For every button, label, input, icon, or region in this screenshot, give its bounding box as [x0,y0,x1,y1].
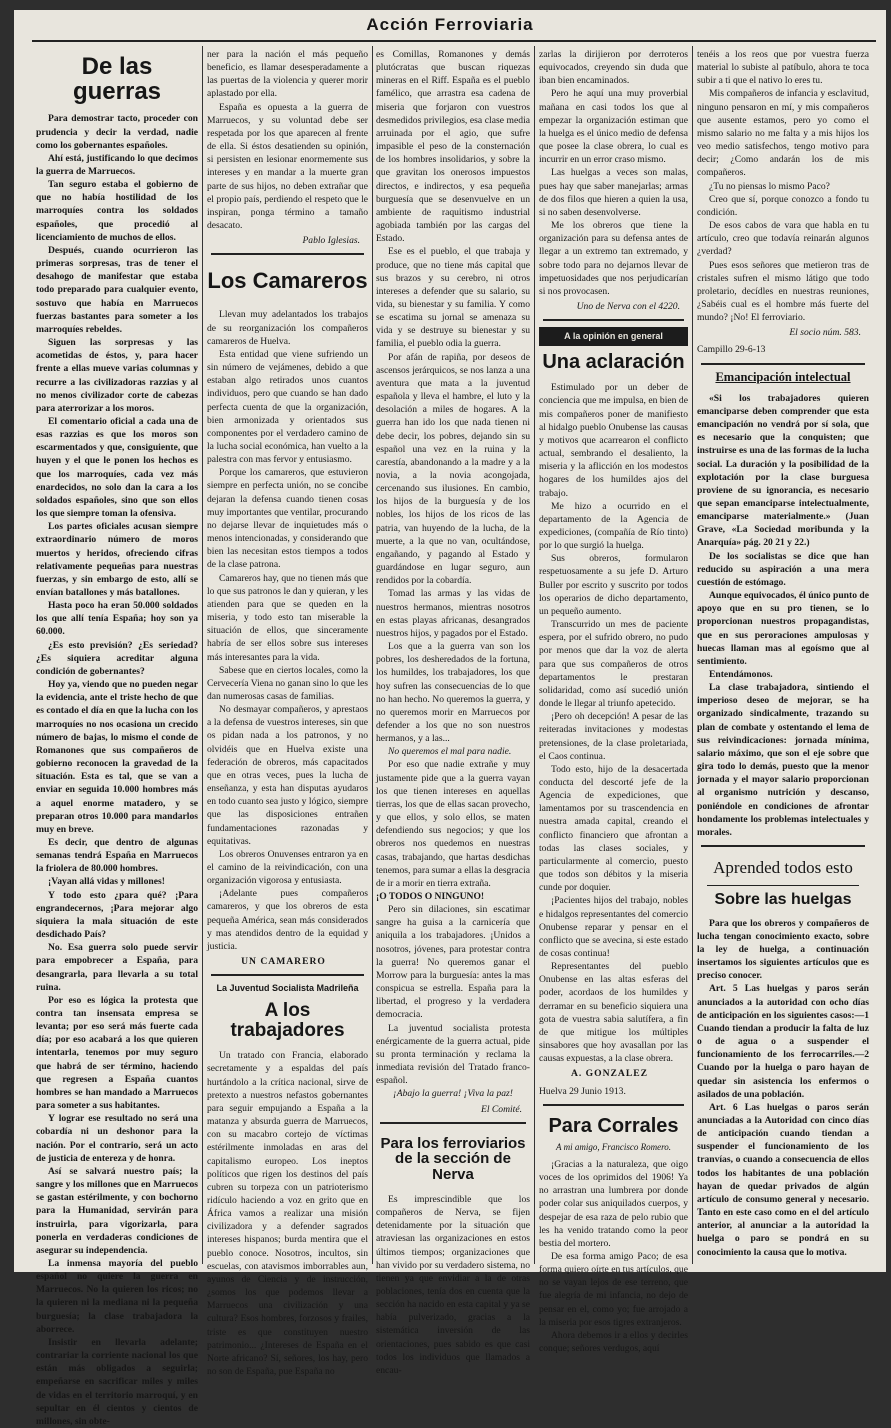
headline-a-los-trabajadores: A los trabajadores [230,1000,345,1042]
section-rule [707,885,859,886]
column-2 [207,48,368,1378]
paragraph: Por eso que nadie extrañe y muy justamente pide que a la guerra vayan los que tienen intereses en aquellas tierras, los que de ellas sacan provecho, y que ellos, y solo ellos, se maten defendiendo sus negocios; y que los obreros nos quedemos en nuestras casas, trabajando, que hartas desdichas tenemos, para sumar a ellas la desgracia de ir a morir en tierra extraña. [376,759,530,889]
paragraph: ¡Gracias a la naturaleza, que oigo voces de los oprimidos del 1906! Ya no arrastran una lumbrera por donde poder colar sus aniquilados cuerpos, y despejar de esa raza de pelo rubio que les ha venido tratando como la peor bestia del mortero. [539,1158,688,1249]
paragraph: La juventud socialista protesta enérgicamente de la guerra actual, pide su pronta terminación y reclama la inmediata revisión del Tratado franco-español. [376,1022,530,1087]
paragraph: De los socialistas se dice que han reducido su aspiración a una mera cuestión de estómago. [697,550,869,588]
paragraph: Es imprescindible que los compañeros de Nerva, se fijen detenidamente por la situación que atraviesan las organizaciones en estos últimos tiempos; organizaciones que han vivido por su verdadero sistema, no tienen ya que envidiar a la de otras poblaciones, tenía dos en cuenta que la sección ha nacido en esta capital y ya se había pulverizado, gracias a la sistemática inversión de las orientaciones, pues sabido es que casi todos los individuos que llamados a encau- [376,1193,530,1376]
paragraph: ner para la nación el más pequeño beneficio, es llamar desesperadamente a las puertas de la violencia y querer morir aplastado por ella. [207,49,368,100]
paragraph: Los obreros Onuvenses entraron ya en el camino de la reivindicación, con una organización vigorosa y entusiasta. [207,848,368,887]
paragraph: Ese es el pueblo, el que trabaja y produce, que no tiene más capital que sus brazos y su cerebro, ni otros intereses a defender que su salario, su vida, su bienestar y su familia. Y como se escatima su jornal se amenaza su vida y se destruye su bienestar y su familia, el pueblo odia la guerra. [376,246,530,350]
paragraph: Siguen las sorpresas y las acometidas de éstos, y, para hacer frente a ellas mueve varias columnas y recurre a las civilizadoras razzias y al no menos civilizador corte de cabezas para aterrorizar a los moros. [36,337,198,414]
paragraph: Camareros hay, que no tienen más que lo que sus patronos le dan y quieran, y les atienden para que se queden en la miseria, y todo esto tan miserable la situación de ellos, que sinceramente habría de ser ellos sobre sus intereses más interesantes para la vida. [207,572,368,663]
paragraph: Por afán de rapiña, por deseos de ascensos jerárquicos, se nos lanza a una aventura que mata a la juventud española y lleva el hambre, el luto y la desolación a miles de hogares. A la guerra han ido los que nada tienen ni debe decir, los pobres, dejando sin su español una vez en la ruina y la carestía, abandonando a la madre y a la novia, a la novia acongojada, cercenando sus ilusiones. En cambio, los hijos de la burguesía y de los nobles, los hijos de los ricos de las patria, van huyendo de la lucha, de la muerte, a la que no van, ocultándose, engañando, y pagando al Estado y guardándose en lugar seguro, aun rendidos por la cobardía. [376,351,530,587]
section-rule [701,363,865,365]
paragraph: Y todo esto ¿para qué? ¡Para engrandecernos, ¡Para mejorar algo siquiera la mala situación de este desdichado País? [36,889,198,941]
paragraph: No desmayar compañeros, y aprestaos a la defensa de vuestros intereses, sin que os pidan nada a los patronos, y no olvidéis que en Huelva existe una federación de obreros, más capacitados que en otras veces, pues la lucha de enseñanza, y esta han disputas ayudaros en todo cuanto sea justo y lógico, siempre que las disposiciones entrañen fundamentaciones razonadas y equitativas. [207,704,368,847]
column-divider [372,46,373,1264]
slogan: ¡Abajo la guerra! ¡Viva la paz! [392,1088,513,1100]
dateline: Huelva 29 Junio 1913. [539,1085,626,1097]
paragraph: Tomad las armas y las vidas de nuestros hermanos, mientras nosotros en estas playas africanas, desangrados nuestros hijos, y pagados por el Estado. [376,588,530,639]
column-5 [697,48,869,1266]
paragraph: Pues esos señores que metieron tras de cristales sufren el mismo látigo que todo proletario, decídles en nuestras reuniones, ¿Sabéis cual es el hombre más fuerte del mundo? ¡No! El ferroviario. [697,259,869,324]
paragraph: Todo esto, hijo de la desacertada conducta del descorté jefe de la Agencia de expediciones, que lamentamos por su trascendencia en nuestra amada capital, creando el conflicto financiero que afrontan a todas las clases sociales, y particularmente al comercio, puesto que todos son débitos y la miseria cunde por doquier. [539,763,688,894]
masthead-rule [32,40,876,42]
headline-para-corrales: Para Corrales [548,1114,679,1137]
paragraph: Aunque equivocados, él único punto de apoyo que en su pro tienen, se lo proporcionan nuestros propagandistas, que en sus peroraciones ampulosas y huecas llaman mas al egoísmo que al sentimiento. [697,590,869,667]
dedication: A mi amigo, Francisco Romero. [556,1141,671,1152]
headline-los-camareros: Los Camareros [207,268,368,294]
paragraph: Por eso es lógica la protesta que contra tan insensata empresa se levanta; por eso será más fuerte cada día; por eso acabará a los que quieren intentarla, tenemos por muy seguro que habrá de ser término, haciendo que regresen a España cuantos hombres se han mandado a Marruecos para someter a sus habitantes. [36,994,198,1112]
paragraph: Me los obreros que tiene la organización para su defensa antes de llegar a un extremo tan extremado, y sobre todo para no dejarnos llevar de impetuosidades que nos perjudicarían si nos provocasen. [539,220,688,297]
paragraph: Entendámonos. [709,669,773,680]
paragraph: Art. 6 Las huelgas o paros serán anunciadas a la Autoridad con cinco días de anticipación cuando tiendan a suspender el funcionamiento de los tranvías, o cuando a consecuencia de ellos todos los habitantes de una población hayan de quedar privados de algún artículo de consumo general y necesario. Tanto en este caso como en el del artículo anterior, al anunciar a la autoridad la huelga o paro se pondrá en su conocimiento la causa que lo motiva. [697,1101,869,1258]
signature: UN CAMARERO [241,956,326,968]
paragraph: Me hizo a ocurrido en el departamento de la Agencia de expediciones, (compañía de Río tinto) por lo que surgió la huelga. [539,500,688,552]
paragraph: Sabese que en ciertos locales, como la Cervecería Viena no ganan sino lo que les dan numerosas casas de familias. [207,664,368,702]
section-rule [211,253,364,255]
paragraph: El comentario oficial a cada una de esas razzias es que los moros son escarmentados y que, consiguiente, que huyen y el que le ponen los hechos es que los marroquíes, cada vez más enardecidos, no solo dan la cara a los soldados españoles, sino que son ellos los que siempre toman la ofensiva. [36,415,198,520]
paragraph: No. Esa guerra solo puede servir para empobrecer a España, para desangrarla, para llevarla a su total ruina. [36,942,198,993]
paragraph: Esta entidad que viene sufriendo un sin número de vejámenes, debido a que estaban algo retirados unos cuantos individuos, pero que cuando se han dado perfecta cuenta de que la organización, bien armonizada y orientados sus componentes por el verdadero camino de la lucha social económica, han vuelto a la palestra con mas fervor y entusiasmo. [207,348,368,466]
paragraph: La clase trabajadora, sintiendo el imperioso deseo de mejorar, se ha organizado sindicalmente, trazando su plan de combate y ostentando el lema de sus reivindicaciones: jornada mínima, salario máximo, que son el eje sobre que gira todo lo demás, puesto que la menor jornada y el mayor salario proporcionan al organismo nutrición y descanso, poniéndole en condiciones de afrontar hondamente los problemas intelectuales y morales. [697,682,869,838]
paragraph: «Si los trabajadores quieren emanciparse deben comprender que esta emancipación no vendrá por sí sola, que es necesario que la conquisten; que instruirse es una de las formas de la lucha social. La duración y la posibilidad de la explotación por la clase burguesa proviene de su ignorancia, es necesario que sepan emanciparse intelectualmente, emanciparse materialmente.» (Juan Grave, «La Sociedad moribunda y la Anarquía» pág. 20 21 y 22.) [697,392,869,549]
paragraph: zarlas la dirijieron por derroteros equivocados, creyendo sin duda que iban bien encaminados. [539,49,688,87]
paragraph: Mis compañeros de infancia y esclavitud, ninguno pensaron en mí, y mis compañeros que ausente estamos, pero yo como el mismo salario no me falta y a mis hijos los veo medio satisfechos, tengo motivo para decir; ¿Como andarán los de mis compañeros. [697,88,869,179]
paragraph: Los que a la guerra van son los pobres, los desheredados de la fortuna, los humildes, los trabajadores, los que hoy sufren las consecuencias de lo que no han hecho. No queremos la guerra, y no queremos morir en Marruecos por defender a los que no son nuestros hermanos, y a las... [376,641,530,745]
column-divider [534,46,535,1264]
section-rule [380,1122,526,1124]
paragraph: Transcurrido un mes de paciente espera, por el sufrido obrero, no pudo por menos que dar la voz de alerta para que sus compañeros de otros departamentos le prestaran solidaridad, como así sucedió unión donde le llegar al triunfo apetecido. [539,619,688,710]
section-kicker: La Juventud Socialista Madrileña [216,983,359,994]
slogan: ¡O TODOS O NINGUNO! [376,891,485,902]
paragraph: ¡Adelante pues compañeros camareros, y que los obreros de esta pequeña América, sean más considerados y mas atendidos dentro de la equidad y justicia. [207,888,368,952]
paragraph: De esos cabos de vara que habla en tu artículo, creo que todavía reinarán algunos ¿verdad? [697,220,869,258]
headline-aprended-todos-esto: Aprended todos esto [713,858,853,878]
paragraph: Hasta poco ha eran 50.000 soldados los que allí tenía España; hoy son ya 60.000. [36,600,198,638]
paragraph: Las huelgas a veces son malas, pues hay que saber manejarlas; armas de dos filos que hieren a quien la usa, si no saben desenvolverse. [539,167,688,218]
paragraph: Así se salvará nuestro país; la sangre y los millones que en Marruecos se gastan estérilmente, y con bochorno para la Humanidad, servirán para instruirla, para vigorizarla, para ponerla en verdaderas condiciones de asegurar su independencia. [36,1165,198,1256]
paragraph: Para demostrar tacto, proceder con prudencia y decir la verdad, nadie como los gobernantes españoles. [36,113,198,151]
paragraph: ¡Vayan allá vidas y millones! [48,876,165,888]
paragraph: Ahora debemos ir a ellos y decirles conque; señores verdugos, aquí [539,1329,688,1355]
paragraph: La inmensa mayoría del pueblo español no quiere la guerra en Marruecos. No la quieren los ricos; no la quieren ni la mediana ni la pequeña burguesía; la clase trabajadora la aborrece. [36,1257,198,1335]
paragraph: tenéis a los reos que por vuestra fuerza material lo subiste al patíbulo, ahora te toca subir a ti que el nativo lo eres tu. [697,49,869,87]
paragraph: Tan seguro estaba el gobierno de que no había hostilidad de los marroquíes contra los soldados españoles, que procedió al licenciamiento de muchos de ellos. [36,179,198,243]
section-rule [543,1104,684,1106]
paragraph: Insistir en llevarla adelante; contrariar la corriente nacional los que están más obligados a seguirla; empeñarse en sacrificar miles y miles de vidas en el territorio marroquí, y en sepultar en él cientos y cientos de millones, sin obte- [36,1336,198,1427]
signature: El Comité. [480,1103,522,1115]
paragraph: Pero sin dilaciones, sin escatimar sangre ha guisa a la carnicería que aniquila a los trabajadores. ¡Unidos a nosotros, jóvenes, para protestar contra la guerra! No queremos ganar el Morrow para la burguesía: antes la mas conspicua se estrella. España para la libertad, el progreso y la verdadera democracia. [376,904,530,1021]
paragraph: Después, cuando ocurrieron las primeras sorpresas, tras de tener el desahogo de manifestar que estaba todo preparado para cualquier evento, sostuvo que había en Marruecos fuerzas bastantes para someter a los marroquíes rebeldes. [36,244,198,335]
paragraph: Llevan muy adelantados los trabajos de su reorganización los compañeros camareros de Huelva. [207,309,368,347]
column-1 [36,48,198,1427]
paragraph: Sus obreros, formularon respetuosamente a su jefe D. Arturo Buller por escrito y suscrito por todos los operarios de dicho departamento, un pequeño aumento. [539,553,688,617]
signature: Uno de Nerva con el 4220. [576,300,680,312]
column-divider [692,46,693,1264]
paragraph: Y lograr ese resultado no será una cobardía ni un deshonor para la nación. Por el contrario, será un acto de justicia de entereza y de honra. [36,1113,198,1164]
paragraph: Representantes del pueblo Onubense en las altas esferas del poder, acordaos de los humildes y derramar en su beneficio siquiera una gota de vuestra sabia salutífera, a fin de que mitigue los múltiples sinsabores que hoy avasallan por las causas expuestas, a la clase obrera. [539,961,688,1065]
paragraph: es Comillas, Romanones y demás plutócratas que buscan riquezas mineras en el Riff. España es el pueblo famélico, que arrastra esa cadena de miseria que forjaron con vuestros desmedidos privilegios, esa clase media arruinada por el agio, que sufre impasible el peso de la consternación de los hombres insolidarios, y sobre la que gravitan los onerosos impuestos directos, e indirectos, y esa pequeña burguesía que se desenvuelve en un ambiente de raquitismo industrial agobiada también por las cargas del Estado. [376,49,530,245]
paragraph: Un tratado con Francia, elaborado secretamente y a espaldas del país hurtándolo a la crítica nacional, sirve de pretexto a nuestros nefastos gobernantes para seguir empujando a España a la matanza y absurda guerra de Marruecos, con su macabro cortejo de víctimas estérilmente inmoladas en aras del capitalismo europeo. Los ineptos políticos que rigen los destinos del país cubren su torpeza con un patrioterismo ridículo haciendo a voz en grito que en África vamos a realizar una misión civilizadora y a defender sagrados intereses hispanos; burda mentira que el pueblo conoce. Nosotros, incultos, sin escuelas, con atavismos imborrables aun, ayunos de Ciencia y de instrucción, ¿somos los que podemos llevar a Marruecos una civilización y una cultura? Esos hombres, forzosos y frailes, triste es que constituyen nuestro patrimonio... ¿Intereses de España en el Norte africano? Sí, señores, los hay, pero no son de España, pue España no [207,1050,368,1378]
paragraph: Estimulado por un deber de conciencia que me impulsa, en bien de mis compañeros poner de manifiesto al hidalgo pueblo Onubense las causas y motivos que acarrearon el conflicto actual, sembrando el desaliento, la miseria y la aflicción en los modestos hogares de los humildes ajos del trabajo. [539,382,688,499]
paragraph: Pero he aquí una muy proverbial mañana en casi todos los que al empezar la organización estiman que la huelga es el único medio de defensa que posee la clase obrera, lo cual es incurrir en un error craso mismo. [539,88,688,166]
column-3 [376,48,530,1376]
newspaper-page [14,10,886,1427]
section-kicker: A la opinión en general [539,327,688,346]
column-4 [539,48,688,1355]
paragraph: Art. 5 Las huelgas y paros serán anunciados a la autoridad con ocho días de anticipación en los siguientes casos:—1 Cuando tiendan a producir la falta de luz o de agua o a suspender el funcionamiento de los ferrocarriles.—2 Cuando por la huelga o paro hayan de quedar sin asistencia los enfermos o asilados de una población. [697,983,869,1100]
paragraph: España es opuesta a la guerra de Marruecos, y su voluntad debe ser respetada por los que aparecen al frente de ella. Si éstos desatienden su opinión, si persisten en lesionar enormemente sus intereses y en mandar a la muerte gran parte de sus hijos, no deben extrañar que el propio país, perdiendo el respeto que le inspiran, ponga término a tamaño desacato. [207,101,368,232]
paragraph: Porque los camareros, que estuvieron siempre en perfecta unión, no se concibe dejaran la defensa cuando tienen cosas muy importantes que ventilar, procurando no dejarse llevar de inquietudes más o menos intencionadas, y considerando que bien las necesitan estos tiempos a todos de la clase patrona. [207,467,368,571]
paragraph: ¿Tu no piensas lo mismo Paco? [709,180,830,192]
paragraph: Los partes oficiales acusan siempre extraordinario número de moros muertos y heridos, ofreciendo cifras relativamente pequeñas para nuestras fuerzas, y sin embargo de esto, allí se envían batallones y más batallones. [36,521,198,598]
paragraph: ¡Pacientes hijos del trabajo, nobles e hidalgos representantes del comercio Onubense reparar y pensar en el conflicto que se avecina, si este estado de cosas continua! [539,895,688,959]
dateline: Campillo 29-6-13 [697,344,766,356]
paragraph: ¡Pero oh decepción! A pesar de las reiteradas invitaciones y modestas pretensiones, de la clase proletariada, el Caos continua. [539,711,688,762]
paragraph: Hoy ya, viendo que no pueden negar la evidencia, ante el triste hecho de que es contado el día en que la lucha con los marroquíes no nos ocasiona un crecido número de bajas, lo mismo el conde de Romanones que sus compañeros de gobierno reconocen la gravedad de la situación. Esta es tal, que se van a enviar en seguida 10.000 hombres más a aquel enorme matadero, y se preparan otros 10.000 para mandarlos muy en breve. [36,679,198,835]
section-rule [543,319,684,321]
signature: A. GONZALEZ [570,1068,649,1080]
masthead: Acción Ferroviaria [366,15,534,34]
paragraph: De esa forma amigo Paco; de esa forma quiero oírte en tus artículos, que no se vayan lejos de ese terreno, que fue alegría de mi infancia, no dejo de pensar en el, como yo; fue arrojado a la miseria por esos tigres extranjeros. [539,1250,688,1328]
section-rule [211,974,364,976]
paragraph: ¿Es esto previsión? ¿Es seriedad? ¿Es siquiera acreditar alguna condición de gobernantes? [36,639,198,677]
paragraph: Ahí está, justificando lo que decimos la guerra de Marruecos. [36,152,198,177]
section-rule [701,845,865,847]
signature: Pablo Iglesias. [302,235,360,247]
paragraph: Creo que sí, porque conozco a fondo tu condición. [697,193,869,218]
headline-de-las-guerras: De las guerras [72,53,162,106]
signature: El socio núm. 583. [789,327,861,339]
paragraph: Para que los obreros y compañeros de lucha tengan conocimiento exacto, sobre la ley de huelga, a continuación insertamos los siguientes artículos que es preciso conocer. [697,917,869,982]
headline-una-aclaracion: Una aclaración [542,351,685,374]
column-divider [202,46,203,1264]
headline-para-los-ferroviarios: Para los ferroviarios de la sección de Nerva [380,1134,526,1184]
quote: No queremos el mal para nadie. [388,746,512,758]
headline-sobre-las-huelgas: Sobre las huelgas [714,890,852,908]
headline-emancipacion-intelectual: Emancipación intelectual [715,369,851,384]
paragraph: Es decir, que dentro de algunas semanas tendrá España en Marruecos la friolera de 80.000 hombres. [36,836,198,875]
